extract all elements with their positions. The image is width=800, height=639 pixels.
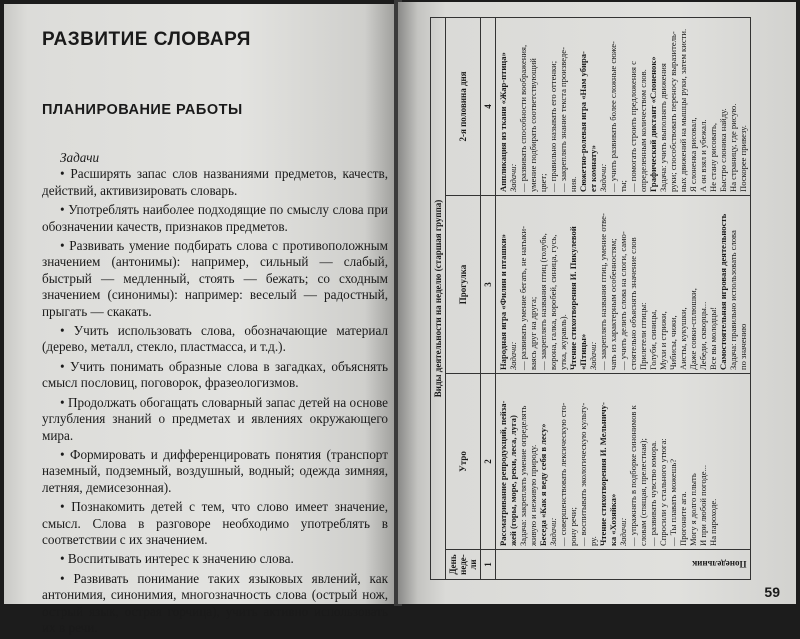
cell-line: — развивать чувство юмора. xyxy=(648,440,658,546)
cell-line: «Птицы» xyxy=(578,333,588,370)
activity-table xyxy=(430,17,751,580)
cell-line: — воспитывать экологическую культу- xyxy=(578,402,588,546)
cell-line: — закреплять названия птиц (голубь, xyxy=(538,233,548,370)
cell-line: ваясь друг на друга; xyxy=(528,296,538,370)
cell-line: Задача: закреплять умение определять xyxy=(518,405,528,546)
cell-line: Задачи: xyxy=(508,341,518,370)
cell-line: Беседа «Как я веду себя в лесу» xyxy=(538,423,548,546)
table-title: Виды деятельности на неделю (старшая группа) xyxy=(431,17,446,579)
cell-line: Прогоните ага. xyxy=(678,491,688,546)
section-title: ПЛАНИРОВАНИЕ РАБОТЫ xyxy=(42,102,243,118)
cell-line: Задачи: xyxy=(598,163,608,192)
cell-line: руки; способствовать переносу выразитель- xyxy=(668,31,678,192)
cell-line: Прилетели птицы: xyxy=(638,302,648,370)
cell-line: А он взял и убежал. xyxy=(698,119,708,192)
cell-line: Голуби, синицы, xyxy=(648,309,658,370)
cell-line: — помогать строить предложения с xyxy=(628,61,638,192)
header-number: 2 xyxy=(481,374,496,550)
cell-line: определенным количеством слов. xyxy=(638,69,648,192)
cell-line: ния. xyxy=(568,176,578,192)
task-paragraph: • Познакомить детей с тем, что слово имеет значение, смысл. Слова в разговоре необходимо употреблять в соответствии с их значением. xyxy=(42,499,388,547)
cell-line: словам (спящая, прелестная); xyxy=(638,438,648,546)
cell-line: живую и неживую природу. xyxy=(528,444,538,546)
cell-line: Сюжетно-ролевая игра «Нам убира- xyxy=(578,51,588,192)
cell-line: Чибисы, чижи, xyxy=(668,315,678,370)
cell-line: Народная игра «Филин и пташки» xyxy=(498,234,508,370)
afternoon-cell xyxy=(496,17,751,195)
tasks-label: Задачи xyxy=(60,150,100,165)
cell-line: ка «Хозяйка» xyxy=(608,493,618,546)
cell-line: ных движений на мышцы руки, затем кисти. xyxy=(678,28,688,192)
cell-line: — совершенствовать лексическую сто- xyxy=(558,402,568,546)
cell-line: Графический диктант «Слоненок» xyxy=(648,56,658,192)
cell-line: ру. xyxy=(588,536,598,546)
cell-line: жей (горы, море, реки, леса, луга) xyxy=(508,415,518,546)
cell-line: Могу я долго плыть xyxy=(688,473,698,546)
cell-line: Чтение стихотворения И. Пикулевой xyxy=(568,226,578,370)
cell-line: Я слоненка рисовал, xyxy=(688,117,698,192)
cell-line: — учить развивать более сложные сюже- xyxy=(608,41,618,192)
cell-line: ет комнату» xyxy=(588,145,598,192)
task-paragraph: • Употреблять наиболее подходящие по смыслу слова при обозначении качеств, признаков предметов. xyxy=(42,202,388,234)
cell-line: Поскорее привезу. xyxy=(738,125,748,192)
walk-cell xyxy=(496,196,751,374)
header-afternoon: 2-я половина дня xyxy=(446,17,481,195)
cell-line: — учить делить слова на слоги, само- xyxy=(618,231,628,370)
day-label: Понедельник xyxy=(691,559,746,570)
cell-line: На пароходе. xyxy=(708,498,718,546)
left-page xyxy=(4,4,396,635)
cell-line: — упражнять в подборке синонимов к xyxy=(628,405,638,546)
cell-line: Задачи: xyxy=(548,517,558,546)
cell-line: Все вы молодцы! xyxy=(708,306,718,370)
cell-line: умение подбирать соответствующий xyxy=(528,58,538,192)
morning-cell xyxy=(496,374,751,550)
task-paragraph: • Продолжать обогащать словарный запас детей на основе углубления знаний о предметах и явлениях окружающего мира. xyxy=(42,394,388,443)
header-day: День неде-ли xyxy=(446,550,481,580)
cell-line: ворона, галка, воробей, синица, гусь, xyxy=(548,234,558,370)
cell-line: Задачи: xyxy=(508,163,518,192)
task-paragraph: • Расширять запас слов названиями предметов, качеств, действий, активизировать словарь. xyxy=(42,166,388,198)
cell-line: по значению xyxy=(738,323,748,370)
cell-line: — Ты плавать можешь? xyxy=(668,458,678,546)
cell-line: Задача: правильно использовать слова xyxy=(728,230,738,370)
header-number: 1 xyxy=(481,550,496,580)
cell-line: Самостоятельная игровая деятельность xyxy=(718,213,728,370)
cell-line: Чтение стихотворения И. Мельничу- xyxy=(598,402,608,546)
task-paragraph: • Учить использовать слова, обозначающие материал (дерево, металл, стекло, пластмасса, и т.д.). xyxy=(42,323,388,355)
cell-line: Задача: учить выполнять движения xyxy=(658,63,668,192)
cell-line: Задачи: xyxy=(588,341,598,370)
cell-line: Лебеди, скворцы... xyxy=(698,301,708,370)
cell-line: Спросили у стального утюга: xyxy=(658,438,668,546)
cell-line: — развивать умение бегать, не натыки- xyxy=(518,226,528,370)
header-morning: Утро xyxy=(446,374,481,550)
cell-line: Не стану рисовать, xyxy=(708,122,718,192)
activity-table-frame xyxy=(430,18,748,580)
cell-line: На страницу, где рисую. xyxy=(728,103,738,192)
cell-line: Мухи и стрижи, xyxy=(658,311,668,370)
task-paragraph: • Развивать умение подбирать слова с противоположным значением (антонимы): например, сильный — слабый, быстрый — медленный, стоять — бежать; со сходным значением (синонимы): например: веселый — радостный, прыгать — скакать. xyxy=(42,238,388,319)
cell-line: И при любой погоде... xyxy=(698,464,708,546)
header-number: 3 xyxy=(481,196,496,374)
page-number: 59 xyxy=(764,584,780,600)
tasks-text xyxy=(42,150,388,639)
header-number: 4 xyxy=(481,17,496,195)
rotated-table xyxy=(430,18,748,580)
task-paragraph: • Воспитывать интерес к значению слова. xyxy=(60,551,294,567)
cell-line: — правильно называть его оттенки; xyxy=(548,60,558,192)
cell-line: ты; xyxy=(618,180,628,192)
cell-line: Рассматривание репродукций, пейза- xyxy=(498,400,508,546)
task-paragraph: • Учить понимать образные слова в загадках, объяснять смысл пословиц, поговорок, фразеологизмов. xyxy=(42,358,388,391)
cell-line: Аисты, кукушки, xyxy=(678,307,688,370)
cell-line: Аппликация из ткани «Жар-птица» xyxy=(498,52,508,192)
cell-line: — закреплять знание текста произведе- xyxy=(558,47,568,192)
task-paragraph: • Развивать понимание таких языковых явлений, как антонимия, синонимия, многозначность слова (острый нож, острый язык, острая горчица), учить активно использовать их в речи. xyxy=(42,570,388,635)
cell-line: рону речи; xyxy=(568,507,578,546)
cell-line: Даже совки-сплюшки, xyxy=(688,288,698,370)
cell-line: — закреплять названия птиц, умение отве- xyxy=(598,213,608,370)
cell-line: утка, журавль). xyxy=(558,314,568,370)
day-cell xyxy=(496,550,751,580)
cell-line: — развивать способности воображения, xyxy=(518,44,528,192)
cell-line: цвет; xyxy=(538,173,548,192)
header-walk: Прогулка xyxy=(446,196,481,374)
cell-line: чать из характерным особенностям; xyxy=(608,238,618,370)
cell-line: Быстро слоника найду. xyxy=(718,108,728,192)
cell-line: Задачи: xyxy=(618,517,628,546)
right-page xyxy=(398,2,796,604)
chapter-title: РАЗВИТИЕ СЛОВАРЯ xyxy=(42,29,251,50)
cell-line: стоятельно объяснять значение слов xyxy=(628,237,638,370)
task-paragraph: • Формировать и дифференцировать понятия (транспорт наземный, подземный, воздушный, водный; одежда зимняя, летняя, демисезонная). xyxy=(42,446,388,495)
